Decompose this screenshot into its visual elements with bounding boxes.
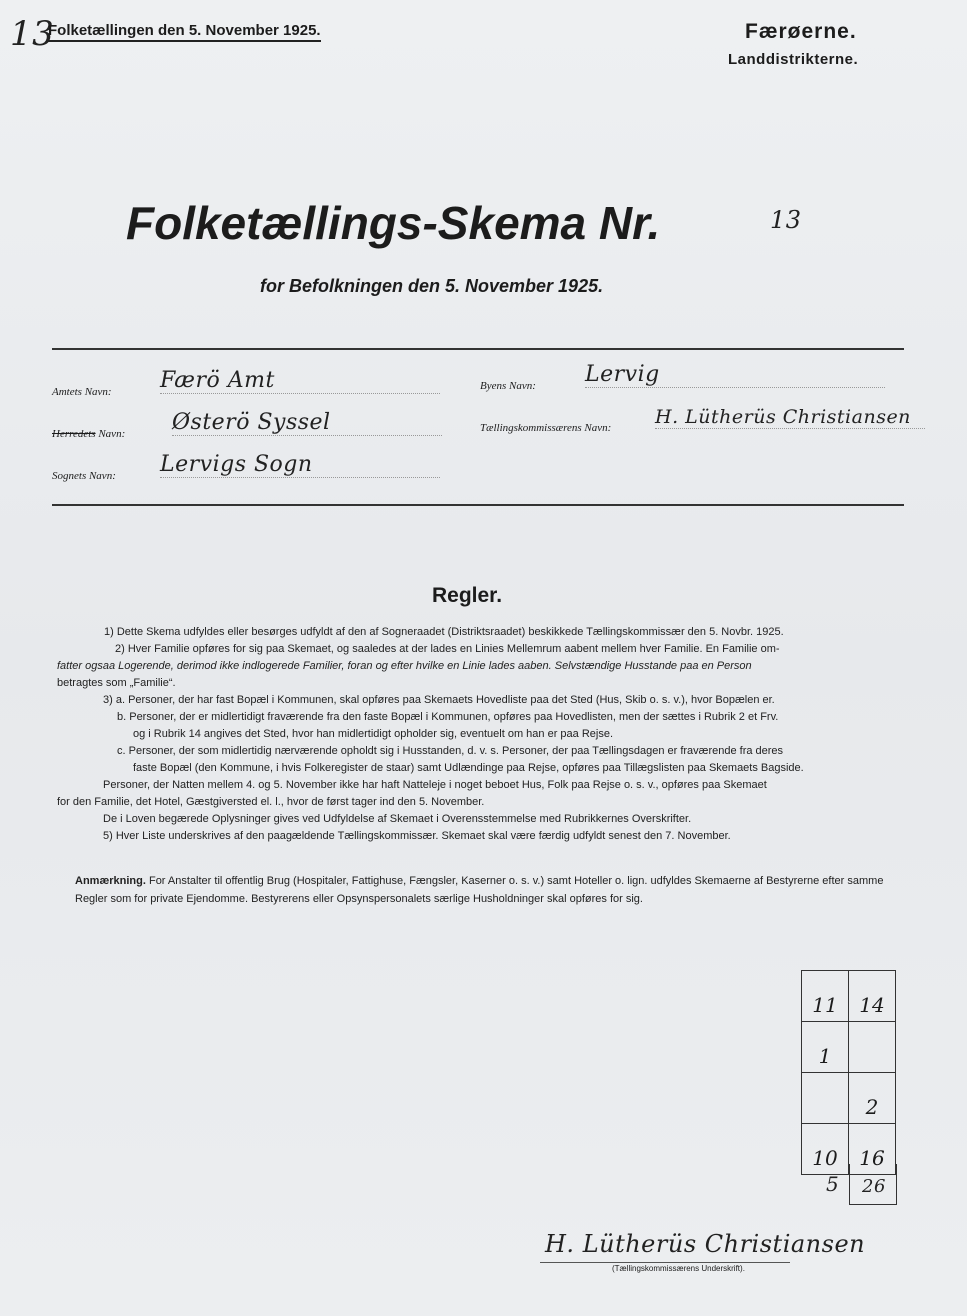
divider-bottom bbox=[52, 504, 904, 506]
tally-foot-right: 26 bbox=[862, 1176, 886, 1197]
rule-line: fatter ogsaa Logerende, derimod ikke indlogerede Familier, foran og efter hvilke en Linie lades aaben. Selvstændige Husstande paa en Person bbox=[57, 660, 752, 672]
note-text: For Anstalter til offentlig Brug (Hospitaler, Fattighuse, Fængsler, Kaserner o. s. v.) samt Hoteller o. lign. udfyldes Skemaerne af Bestyrerne efter samme Regler som for private Ejendomme. Bestyrerens eller Opsynspersonalets særlige Husholdninger skal opføres for sig. bbox=[75, 875, 884, 905]
rule-line: betragtes som „Familie“. bbox=[57, 677, 176, 689]
rule-line: c. Personer, der som midlertidig nærværende opholdt sig i Husstanden, d. v. s. Personer, der paa Tællingsdagen er fraværende fra deres bbox=[117, 745, 784, 757]
note-label: Anmærkning. bbox=[75, 875, 146, 887]
tally-cell: 11 bbox=[802, 971, 849, 1022]
rule-line: og i Rubrik 14 angives det Sted, hvor han midlertidigt opholder sig, eventuelt om han er paa Rejse. bbox=[133, 728, 614, 740]
rule-line: faste Bopæl (den Kommune, i hvis Folkeregister de staar) samt Udlændinge paa Rejse, opføres paa Tillægslisten paa Skemaets Bagside. bbox=[133, 762, 804, 774]
signature-line bbox=[540, 1262, 790, 1263]
herred-label-text: Navn: bbox=[98, 428, 126, 440]
tally-cell bbox=[849, 1022, 896, 1073]
kommissaer-value: H. Lütherüs Christiansen bbox=[655, 406, 925, 429]
form-subtitle: for Befolkningen den 5. November 1925. bbox=[260, 276, 604, 296]
tally-grid bbox=[801, 970, 896, 1175]
form-number: 13 bbox=[770, 206, 802, 234]
tally-cell: 14 bbox=[849, 971, 896, 1022]
kommissaer-label: Tællingskommissærens Navn: bbox=[480, 422, 612, 434]
tally-cell: 10 bbox=[802, 1124, 849, 1175]
sogn-label: Sognets Navn: bbox=[52, 470, 116, 482]
rule-line: De i Loven begærede Oplysninger gives ved Udfyldelse af Skemaet i Overensstemmelse med Rubrikkernes Overskrifter. bbox=[103, 813, 692, 825]
rule-line: 5) Hver Liste underskrives af den paagældende Tællingskommissær. Skemaet skal være færdig udfyldt senest den 7. November. bbox=[103, 830, 731, 842]
tally-cell: 2 bbox=[849, 1073, 896, 1124]
herred-label bbox=[52, 428, 125, 440]
rule-line: 3) a. Personer, der har fast Bopæl i Kommunen, skal opføres paa Skemaets Hovedliste paa det Sted (Hus, Skib o. s. v.), hvor Bopælen er. bbox=[103, 694, 775, 706]
divider-top bbox=[52, 348, 904, 350]
rule-line: for den Familie, det Hotel, Gæstgiversted el. l., hvor de først tager ind den 5. November. bbox=[57, 796, 485, 808]
by-label: Byens Navn: bbox=[480, 380, 536, 392]
rule-line: 1) Dette Skema udfyldes eller besørges udfyldt af den af Sogneraadet (Distriktsraadet) beskikkede Tællingskommissær den 5. Novbr. 1925. bbox=[104, 626, 784, 638]
rule-line: Personer, der Natten mellem 4. og 5. November ikke har haft Natteleje i noget beboet Hus, Folk paa Rejse o. s. v., opføres paa Skemaet bbox=[103, 779, 767, 791]
rule-line: b. Personer, der er midlertidigt fraværende fra den faste Bopæl i Kommunen, opføres paa Hovedlisten, men der sættes i Rubrik 2 et Frv. bbox=[117, 711, 779, 723]
sogn-value: Lervigs Sogn bbox=[160, 452, 440, 478]
region-label: Færøerne. bbox=[745, 20, 857, 43]
herred-label-struck: Herredets bbox=[52, 428, 96, 440]
tally-foot-left: 5 bbox=[826, 1172, 840, 1196]
rule-line: 2) Hver Familie opføres for sig paa Skemaet, og saaledes at der lades en Linies Mellemrum aabent mellem hver Familie. En Familie om- bbox=[115, 643, 780, 655]
form-title: Folketællings-Skema Nr. bbox=[126, 197, 661, 249]
tally-cell: 16 bbox=[849, 1124, 896, 1175]
tally-cell bbox=[802, 1073, 849, 1124]
herred-value: Østerö Syssel bbox=[172, 410, 442, 436]
note-block bbox=[75, 872, 915, 908]
handwritten-sheet-number: 13 bbox=[10, 14, 55, 54]
amt-value: Færö Amt bbox=[160, 368, 440, 394]
census-header-title: Folketællingen den 5. November 1925. bbox=[48, 22, 321, 42]
commissioner-signature: H. Lütherüs Christiansen bbox=[545, 1230, 866, 1258]
tally-cell: 1 bbox=[802, 1022, 849, 1073]
district-label: Landdistrikterne. bbox=[728, 51, 859, 68]
signature-caption: (Tællingskommissærens Underskrift). bbox=[612, 1264, 745, 1273]
amt-label: Amtets Navn: bbox=[52, 386, 112, 398]
rules-heading: Regler. bbox=[432, 584, 503, 607]
by-value: Lervig bbox=[585, 362, 885, 388]
